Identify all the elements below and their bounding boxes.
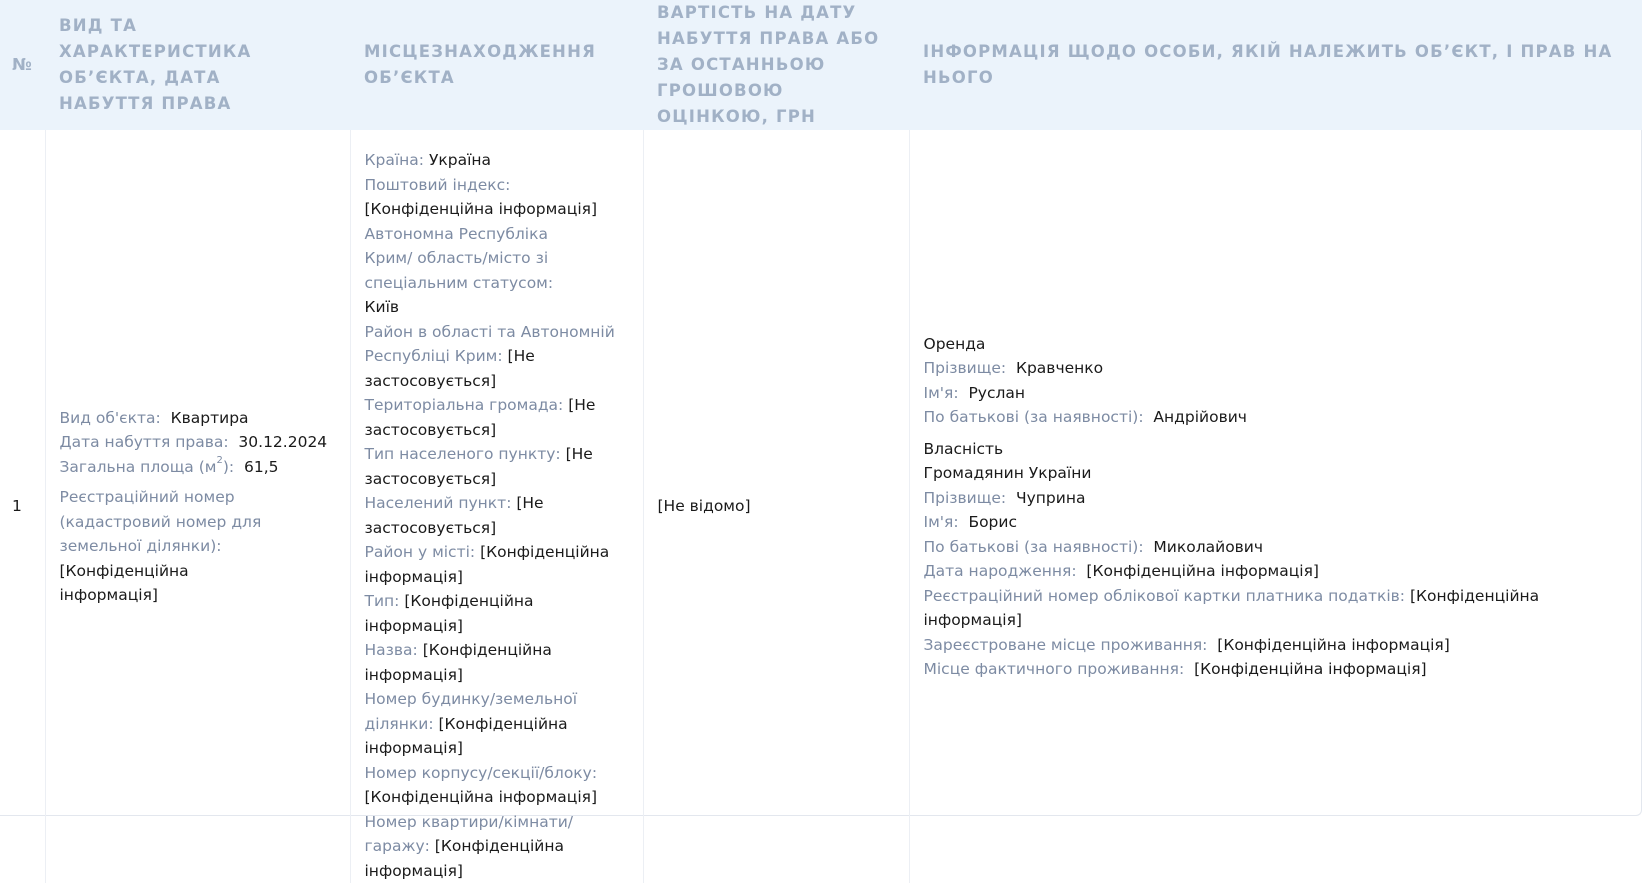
- district-line: Район в області та Автономній Республіці Крим: [Не застосовується]: [365, 320, 623, 394]
- total-area-label: Загальна площа $(м^2)$:: [60, 458, 235, 476]
- lease-patronymic-line: По батькові (за наявності): Андрійович: [924, 405, 1629, 430]
- postal-code-line: Поштовий індекс: [Конфіденційна інформація]: [365, 173, 623, 222]
- total-area-line: [60, 455, 336, 480]
- header-owner-info: ІНФОРМАЦІЯ ЩОДО ОСОБИ, ЯКІЙ НАЛЕЖИТЬ ОБ’ЄКТ, І ПРАВ НА НЬОГО: [909, 0, 1642, 130]
- right-type-lease: Оренда: [924, 332, 1629, 357]
- header-cost: ВАРТІСТЬ НА ДАТУ НАБУТТЯ ПРАВА АБО ЗА ОСТАННЬОЮ ГРОШОВОЮ ОЦІНКОЮ, ГРН: [643, 0, 909, 130]
- object-cell: [45, 130, 350, 883]
- actual-residence-line: Місце фактичного проживання: [Конфіденційна інформація]: [924, 657, 1629, 682]
- object-type-value: Квартира: [171, 409, 249, 427]
- row-number: 1: [0, 130, 45, 883]
- object-type-line: [60, 406, 336, 431]
- table-row: [0, 130, 1642, 883]
- street-name-line: Назва: [Конфіденційна інформація]: [365, 638, 623, 687]
- lease-surname-line: Прізвище: Кравченко: [924, 356, 1629, 381]
- region-line: Автономна Республіка Крим/ область/місто зі спеціальним статусом: Київ: [365, 222, 593, 320]
- apartment-number-line: Номер квартири/кімнати/гаражу: [Конфіденційна інформація]: [365, 810, 623, 883]
- community-line: Територіальна громада: [Не застосовується]: [365, 393, 623, 442]
- acquisition-date-value: 30.12.2024: [238, 433, 327, 451]
- street-type-line: Тип: [Конфіденційна інформація]: [365, 589, 623, 638]
- registration-number-value: [Конфіденційна інформація]: [60, 562, 189, 605]
- block-number-line: Номер корпусу/секції/блоку: [Конфіденційна інформація]: [365, 761, 623, 810]
- owner-patronymic-line: По батькові (за наявності): Миколайович: [924, 535, 1629, 560]
- acquisition-date-line: [60, 430, 336, 455]
- registration-number-label: Реєстраційний номер (кадастровий номер для земельної ділянки):: [60, 488, 262, 555]
- citizenship: Громадянин України: [924, 461, 1629, 486]
- owner-surname-line: Прізвище: Чуприна: [924, 486, 1629, 511]
- header-number: №: [0, 0, 45, 130]
- header-object-type: ВИД ТА ХАРАКТЕРИСТИКА ОБ’ЄКТА, ДАТА НАБУТТЯ ПРАВА: [45, 0, 350, 130]
- owner-name-line: Ім'я: Борис: [924, 510, 1629, 535]
- right-type-ownership: Власність: [924, 437, 1629, 462]
- location-cell: [350, 130, 643, 883]
- header-location: МІСЦЕЗНАХОДЖЕННЯ ОБ’ЄКТА: [350, 0, 643, 130]
- settlement-type-line: Тип населеного пункту: [Не застосовується]: [365, 442, 623, 491]
- acquisition-date-label: Дата набуття права:: [60, 433, 229, 451]
- registered-residence-line: Зареєстроване місце проживання: [Конфіденційна інформація]: [924, 633, 1629, 658]
- birth-date-line: Дата народження: [Конфіденційна інформація]: [924, 559, 1629, 584]
- settlement-line: Населений пункт: [Не застосовується]: [365, 491, 623, 540]
- owner-cell: [909, 130, 1642, 883]
- cost-cell: [643, 130, 909, 883]
- tax-number-line: Реєстраційний номер облікової картки платника податків: [Конфіденційна інформація]: [924, 584, 1629, 633]
- registration-number-line: [60, 485, 270, 608]
- table-header-row: [0, 0, 1642, 130]
- country-line: Країна: Україна: [365, 148, 623, 173]
- city-district-line: Район у місті: [Конфіденційна інформація]: [365, 540, 623, 589]
- lease-name-line: Ім'я: Руслан: [924, 381, 1629, 406]
- total-area-value: 61,5: [244, 458, 279, 476]
- cost-value: [Не відомо]: [658, 497, 751, 515]
- house-number-line: Номер будинку/земельної ділянки: [Конфіденційна інформація]: [365, 687, 623, 761]
- object-type-label: Вид об'єкта:: [60, 409, 161, 427]
